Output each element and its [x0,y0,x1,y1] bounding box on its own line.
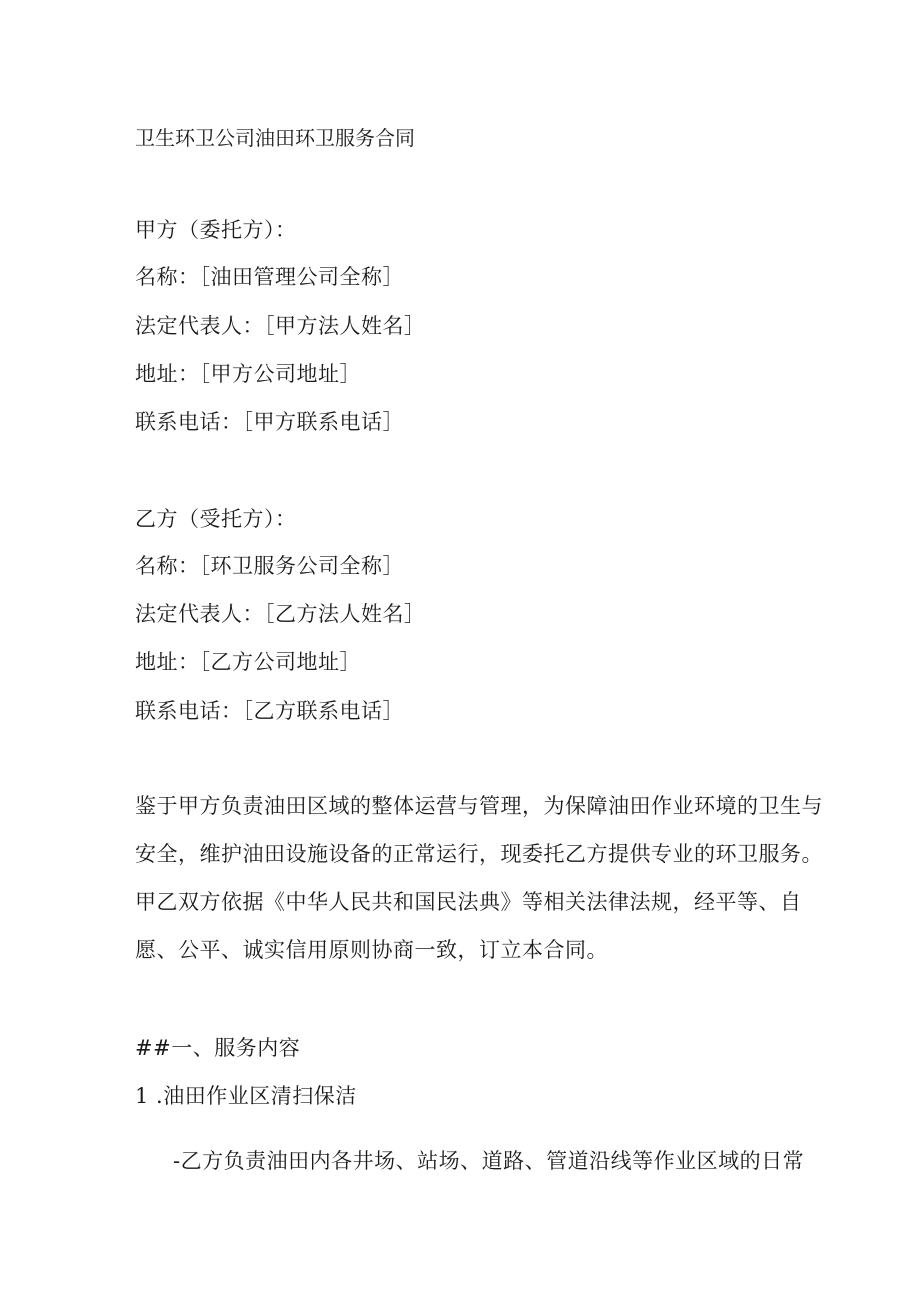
section-heading: ##一、服务内容 [135,1036,301,1060]
party-a-name: 名称：［油田管理公司全称］ [135,265,404,289]
preamble-line: 安全，维护油田设施设备的正常运行，现委托乙方提供专业的环卫服务。 [135,842,823,866]
preamble-line: 甲乙双方依据《中华人民共和国民法典》等相关法律法规，经平等、自 [135,890,802,914]
party-b-address: 地址：［乙方公司地址］ [135,650,361,674]
party-a-phone: 联系电话：［甲方联系电话］ [135,410,404,434]
party-b-name: 名称：［环卫服务公司全称］ [135,554,404,578]
party-b-heading: 乙方（受托方）： [135,507,297,531]
party-b-phone: 联系电话：［乙方联系电话］ [135,699,404,723]
item-text: -乙方负责油田内各井场、站场、道路、管道沿线等作业区域的日常 [173,1149,805,1173]
item-heading: 1 .油田作业区清扫保洁 [135,1084,357,1108]
party-b-representative: 法定代表人：［乙方法人姓名］ [135,602,426,626]
preamble-line: 愿、公平、诚实信用原则协商一致，订立本合同。 [135,938,608,962]
party-a-heading: 甲方（委托方）： [135,218,297,242]
party-a-representative: 法定代表人：［甲方法人姓名］ [135,314,426,338]
contract-title: 卫生环卫公司油田环卫服务合同 [135,126,415,150]
party-a-address: 地址：［甲方公司地址］ [135,362,361,386]
preamble-line: 鉴于甲方负责油田区域的整体运营与管理，为保障油田作业环境的卫生与 [135,794,823,818]
